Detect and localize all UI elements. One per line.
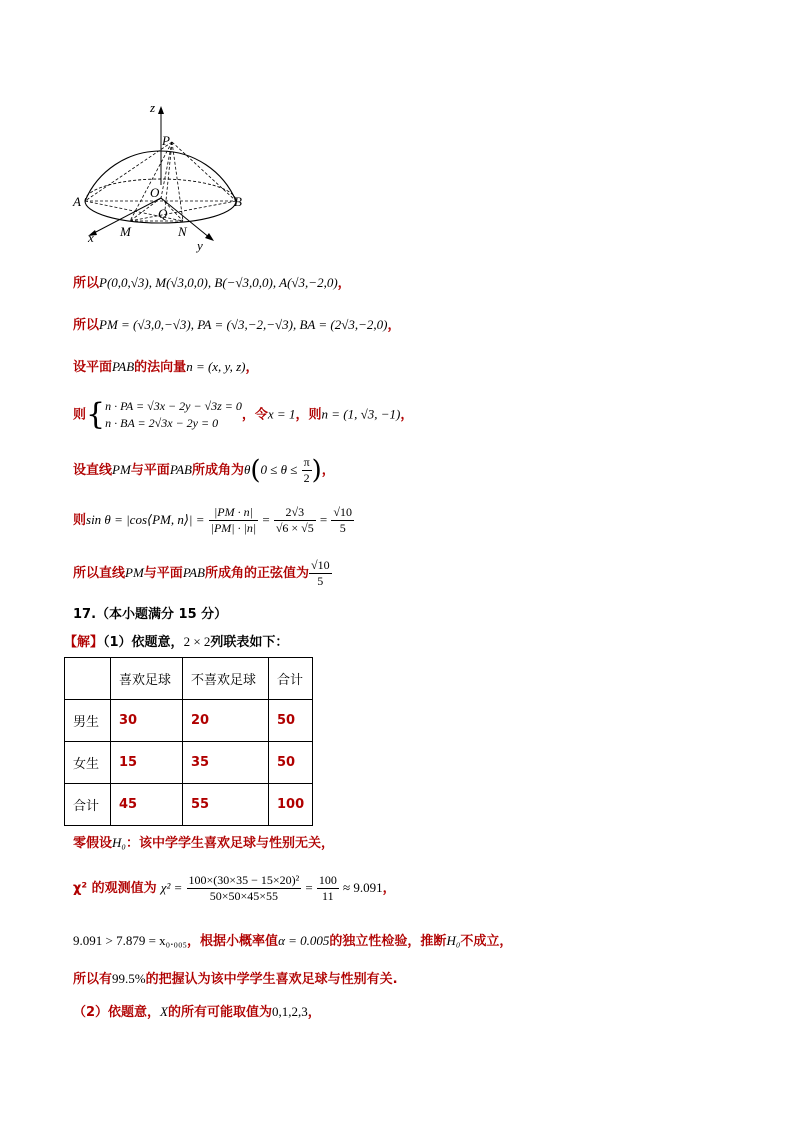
- table-cell: 不喜欢足球: [183, 658, 269, 700]
- z-arrow: [158, 106, 164, 114]
- normal-line: 设平面PAB的法向量n = (x, y, z)，: [73, 359, 259, 375]
- part2-line: （2）依题意，X的所有可能取值为0,1,2,3，: [73, 1004, 321, 1020]
- table-cell: 50: [269, 700, 313, 742]
- label-B: B: [234, 194, 242, 209]
- contingency-table: [64, 657, 313, 826]
- table-cell: [65, 658, 111, 700]
- y-arrow: [205, 233, 214, 241]
- table-header-row: [65, 658, 313, 700]
- label-P: P: [162, 133, 170, 148]
- vectors-line: 所以PM = (√3,0,−√3), PA = (√3,−2,−√3), BA = (2√3,−2,0)，: [73, 317, 401, 333]
- table-cell: 55: [183, 784, 269, 826]
- table-cell: 合计: [269, 658, 313, 700]
- label-M: M: [120, 224, 131, 239]
- q17-heading: 17.（本小题满分 15 分）: [73, 607, 228, 622]
- q17-intro: 【解】（1）依题意，2 × 2列联表如下：: [64, 634, 289, 650]
- table-row: [65, 700, 313, 742]
- label-z: z: [150, 100, 156, 115]
- final-line: 所以有99.5%的把握认为该中学学生喜欢足球与性别有关.: [73, 971, 398, 987]
- chi-square-line: χ² 的观测值为 χ² = $\frac{\text{100×(30×35 − 15×20)²}}{50\times 50\times 45\times 55}$ = $\frac{100}{11}$ ≈ 9.091，: [73, 873, 396, 903]
- conclusion-line: 所以直线PM与平面PAB所成角的正弦值为 $\frac{√10}{5}$: [73, 558, 330, 588]
- table-cell: 女生: [65, 742, 111, 784]
- table-cell: 30: [111, 700, 183, 742]
- table-cell: 15: [111, 742, 183, 784]
- hypothesis-line: 零假设H₀：该中学学生喜欢足球与性别无关，: [73, 835, 334, 851]
- label-A: A: [73, 194, 81, 209]
- hemisphere-figure: [70, 100, 260, 255]
- label-O: O: [150, 185, 160, 200]
- table-cell: 喜欢足球: [111, 658, 183, 700]
- label-Q: Q: [158, 206, 168, 221]
- table-cell: 20: [183, 700, 269, 742]
- system-line: 则{n · PA = √3x − 2y − √3z = 0 n · BA = 2√3x − 2y = 0，令x = 1，则n = (1, √3, −1)，: [73, 397, 414, 432]
- label-N: N: [178, 224, 187, 239]
- label-y: y: [197, 238, 203, 253]
- sin-line: 则sin θ = |cos⟨PM, n⟩| = $\frac{|PM \cdot n|}{|PM| \cdot |n|}$ = $\frac{2√3}{√6 \times √5}$ = $\frac{√10}{5}$: [73, 505, 352, 535]
- table-row: [65, 784, 313, 826]
- table-cell: 50: [269, 742, 313, 784]
- table-cell: 35: [183, 742, 269, 784]
- table-cell: 45: [111, 784, 183, 826]
- label-x: x: [88, 230, 94, 245]
- table-cell: 合计: [65, 784, 111, 826]
- coords-line: 所以P(0,0,√3), M(√3,0,0), B(−√3,0,0), A(√3,−2,0)，: [73, 275, 351, 291]
- test-line: 9.091 > 7.879 = x₀.₀₀₅，根据小概率值α = 0.005的独立性检验，推断H₀不成立，: [73, 933, 513, 949]
- angle-line: 设直线PM与平面PAB所成角为θ(0 ≤ θ ≤ $\frac{\pi}{2}$ )，: [73, 455, 335, 486]
- table-cell: 100: [269, 784, 313, 826]
- table-cell: 男生: [65, 700, 111, 742]
- table-row: [65, 742, 313, 784]
